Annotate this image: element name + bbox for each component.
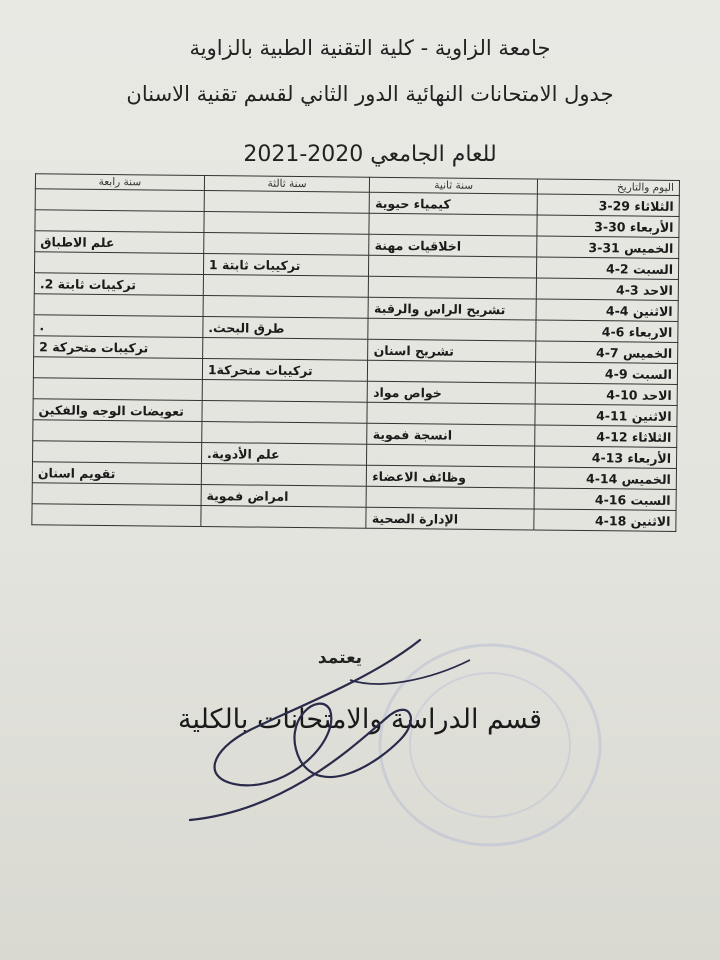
third-year-cell <box>202 422 368 445</box>
second-year-cell <box>369 255 537 278</box>
fourth-year-cell <box>35 210 204 233</box>
third-year-cell: علم الأدوية. <box>201 443 367 466</box>
fourth-year-cell <box>33 357 202 380</box>
third-year-cell <box>203 296 369 319</box>
third-year-cell <box>204 233 370 256</box>
header-third-year: سنة ثالثة <box>204 176 370 193</box>
fourth-year-cell <box>34 252 203 275</box>
fourth-year-cell <box>33 420 202 443</box>
third-year-cell <box>204 212 370 235</box>
third-year-cell <box>201 506 367 529</box>
fourth-year-cell <box>35 189 204 212</box>
schedule-title: جدول الامتحانات النهائية الدور الثاني لقسم تقنية الاسنان <box>126 82 614 106</box>
third-year-cell: تركيبات ثابتة 1 <box>203 254 369 277</box>
academic-year: للعام الجامعي 2020-2021 <box>243 142 497 167</box>
third-year-cell <box>203 275 369 298</box>
second-year-cell: انسجة فموية <box>367 423 535 446</box>
fourth-year-cell <box>33 441 202 464</box>
row-date: الخميس 31-3 <box>537 236 679 258</box>
fourth-year-cell: تقويم اسنان <box>32 462 201 485</box>
second-year-cell <box>369 213 537 236</box>
row-date: الأربعاء 13-4 <box>535 446 677 468</box>
fourth-year-cell <box>32 483 201 506</box>
second-year-cell <box>366 486 534 509</box>
row-date: السبت 16-4 <box>534 488 676 510</box>
second-year-cell <box>368 318 536 341</box>
third-year-cell: امراض فموية <box>201 485 367 508</box>
second-year-cell <box>367 402 535 425</box>
row-date: السبت 2-4 <box>537 257 679 279</box>
row-date: الثلاثاء 12-4 <box>535 425 677 447</box>
third-year-cell <box>202 338 368 361</box>
header-second-year: سنة ثانية <box>370 177 538 194</box>
fourth-year-cell: تعويضات الوجه والفكين <box>33 399 202 422</box>
third-year-cell <box>202 380 368 403</box>
third-year-cell: تركيبات متحركة1 <box>202 359 368 382</box>
second-year-cell: اخلاقيات مهنة <box>369 234 537 257</box>
second-year-cell: تشريح الراس والرقبة <box>368 297 536 320</box>
second-year-cell <box>367 444 535 467</box>
header-fourth-year: سنة رابعة <box>35 174 204 191</box>
row-date: الاثنين 11-4 <box>535 404 677 426</box>
row-date: الأربعاء 30-3 <box>537 215 679 237</box>
fourth-year-cell: علم الاطباق <box>35 231 204 254</box>
row-date: الخميس 7-4 <box>536 341 678 363</box>
signature <box>170 620 500 830</box>
second-year-cell: خواص مواد <box>368 381 536 404</box>
third-year-cell: طرق البحث. <box>203 317 369 340</box>
row-date: الاحد 10-4 <box>535 383 677 405</box>
row-date: الاربعاء 6-4 <box>536 320 678 342</box>
second-year-cell: الإدارة الصحية <box>366 507 534 530</box>
fourth-year-cell: . <box>34 315 203 338</box>
row-date: الاثنين 4-4 <box>536 299 678 321</box>
row-date: الاثنين 18-4 <box>534 509 676 531</box>
fourth-year-cell <box>34 294 203 317</box>
second-year-cell: تشريح اسنان <box>368 339 536 362</box>
fourth-year-cell: تركيبات متحركة 2 <box>34 336 203 359</box>
second-year-cell: وظائف الاعضاء <box>367 465 535 488</box>
fourth-year-cell: تركيبات ثابتة 2. <box>34 273 203 296</box>
second-year-cell <box>368 360 536 383</box>
row-date: الاحد 3-4 <box>536 278 678 300</box>
department-name: قسم الدراسة والامتحانات بالكلية <box>177 704 543 735</box>
third-year-cell <box>201 464 367 487</box>
second-year-cell: كيمياء حيوية <box>370 192 538 215</box>
row-date: الخميس 14-4 <box>534 467 676 489</box>
fourth-year-cell <box>32 504 201 527</box>
third-year-cell <box>202 401 368 424</box>
row-date: الثلاثاء 29-3 <box>537 194 679 216</box>
approval-label: يعتمد <box>317 648 363 668</box>
university-title: جامعة الزاوية - كلية التقنية الطبية بالزاوية <box>189 36 551 60</box>
row-date: السبت 9-4 <box>536 362 678 384</box>
exam-schedule-table <box>31 173 680 532</box>
second-year-cell <box>369 276 537 299</box>
header-day-date: اليوم والتاريخ <box>537 179 679 195</box>
fourth-year-cell <box>33 378 202 401</box>
third-year-cell <box>204 191 370 214</box>
